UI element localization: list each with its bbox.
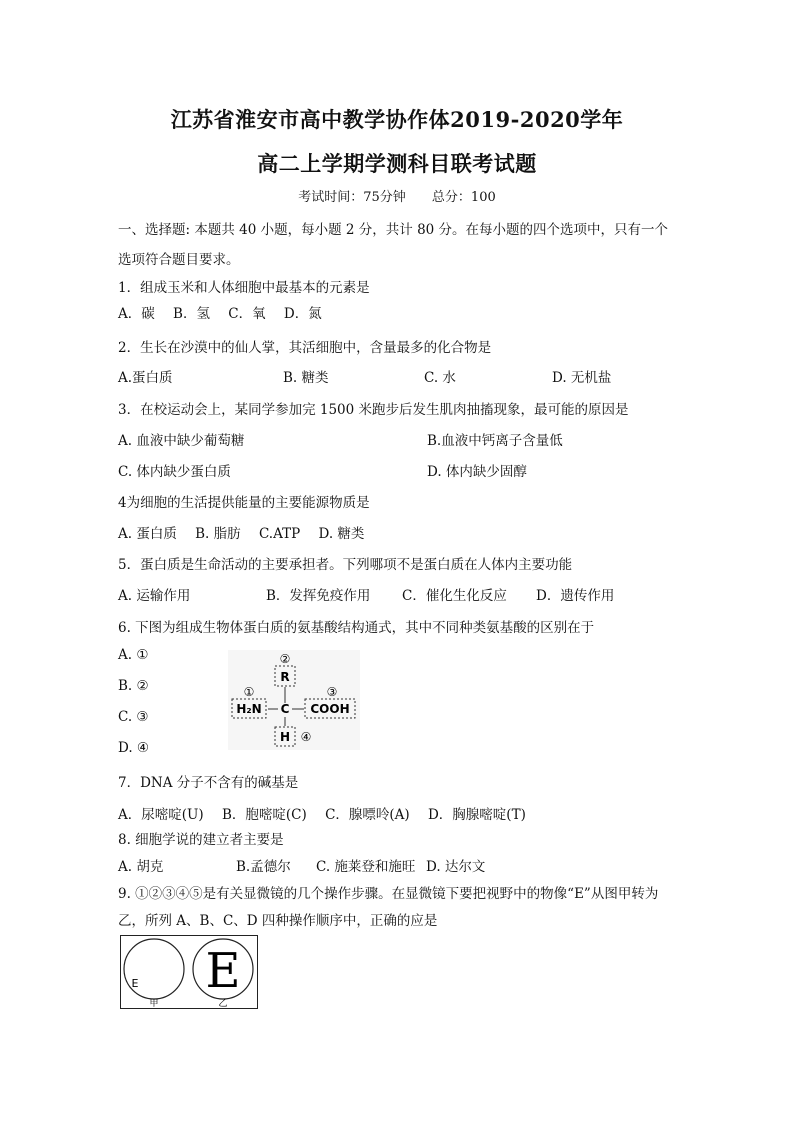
figure-background — [228, 650, 360, 750]
microscope-field-figure — [120, 935, 258, 1009]
question-4-stem: 4为细胞的生活提供能量的主要能源物质是 — [118, 495, 370, 511]
amino-group: H₂N — [236, 702, 262, 716]
section-intro-line1: 一、选择题: 本题共 40 小题，每小题 2 分，共计 80 分。在每小题的四个选项中，只有一个 — [118, 222, 669, 238]
q6-option-b: B. ② — [118, 678, 149, 694]
label-4: ④ — [300, 730, 312, 744]
label-1: ① — [243, 685, 255, 699]
q2-option-c: C. 水 — [424, 370, 456, 386]
label-3: ③ — [326, 685, 338, 699]
q4-option-a: A. 蛋白质 — [118, 526, 177, 542]
section-intro-line2: 选项符合题目要求。 — [118, 252, 240, 268]
q3-option-a: A. 血液中缺少葡萄糖 — [118, 433, 245, 449]
question-6-stem: 6. 下图为组成生物体蛋白质的氨基酸结构通式，其中不同种类氨基酸的区别在于 — [118, 620, 595, 636]
r-group: R — [280, 670, 290, 684]
q5-option-a: A. 运输作用 — [118, 588, 191, 604]
label-2: ② — [279, 652, 291, 666]
q2-option-d: D. 无机盐 — [552, 370, 612, 386]
q7-option-d: D．胸腺嘧啶(T) — [427, 807, 526, 823]
question-9-stem-line2: 乙，所列 A、B、C、D 四种操作顺序中，正确的应是 — [118, 913, 438, 929]
q6-option-d: D. ④ — [118, 740, 150, 756]
exam-meta — [0, 186, 794, 205]
exam-time: 考试时间：75分钟 — [298, 190, 406, 205]
question-9-stem-line1: 9. ①②③④⑤是有关显微镜的几个操作步骤。在显微镜下要把视野中的物像“E”从图甲转为 — [118, 886, 659, 902]
q5-option-d: D．遗传作用 — [536, 588, 615, 604]
q3-option-d: D. 体内缺少固醇 — [427, 464, 527, 480]
q1-option-d: D．氮 — [283, 306, 322, 322]
q6-option-c: C. ③ — [118, 709, 149, 725]
question-7-stem: 7．DNA 分子不含有的碱基是 — [118, 775, 299, 791]
q4-option-d: D. 糖类 — [318, 526, 365, 542]
exam-title-line1: 江苏省淮安市高中教学协作体2019-2020学年 — [170, 107, 624, 132]
q1-option-c: C．氧 — [228, 306, 266, 322]
q2-option-b: B. 糖类 — [283, 370, 329, 386]
q3-option-c: C. 体内缺少蛋白质 — [118, 464, 231, 480]
question-1-stem: 1．组成玉米和人体细胞中最基本的元素是 — [118, 280, 370, 296]
q8-option-c: C. 施莱登和施旺 — [316, 859, 416, 875]
q7-option-c: C．腺嘌呤(A) — [325, 807, 410, 823]
field-jia-small-e: E — [131, 977, 139, 990]
q2-option-a: A.蛋白质 — [118, 370, 173, 386]
question-2-stem: 2．生长在沙漠中的仙人掌，其活细胞中，含量最多的化合物是 — [118, 340, 492, 356]
q8-option-d: D. 达尔文 — [426, 859, 486, 875]
q5-option-c: C．催化生化反应 — [402, 588, 507, 604]
question-1-options — [118, 302, 322, 322]
question-5-stem: 5．蛋白质是生命活动的主要承担者。下列哪项不是蛋白质在人体内主要功能 — [118, 557, 573, 573]
q8-option-a: A. 胡克 — [118, 859, 164, 875]
carboxyl-group: COOH — [310, 702, 350, 716]
q3-option-b: B.血液中钙离子含量低 — [427, 433, 563, 449]
q7-option-b: B．胞嘧啶(C) — [221, 807, 307, 823]
amino-acid-structure-figure — [228, 650, 360, 750]
field-jia-caption: 甲 — [149, 999, 159, 1009]
q8-option-b: B.孟德尔 — [236, 859, 291, 875]
question-3-stem: 3．在校运动会上，某同学参加完 1500 米跑步后发生肌肉抽搐现象，最可能的原因是 — [118, 402, 629, 418]
question-4-options — [118, 522, 364, 542]
q5-option-b: B．发挥免疫作用 — [266, 588, 371, 604]
q1-option-b: B．氢 — [173, 306, 210, 322]
field-yi-big-e: E — [205, 943, 241, 999]
exam-title-line2: 高二上学期学测科目联考试题 — [257, 151, 537, 176]
question-7-options — [118, 803, 526, 823]
alpha-carbon: C — [280, 702, 290, 716]
q6-option-a: A. ① — [118, 647, 149, 663]
q4-option-c: C.ATP — [258, 526, 301, 542]
q1-option-a: A．碳 — [118, 306, 155, 322]
q7-option-a: A．尿嘧啶(U) — [118, 807, 204, 823]
q4-option-b: B. 脂肪 — [195, 526, 241, 542]
hydrogen: H — [279, 730, 291, 744]
question-8-stem: 8. 细胞学说的建立者主要是 — [118, 832, 284, 848]
exam-score: 总分：100 — [431, 190, 496, 205]
field-yi-caption: 乙 — [218, 999, 228, 1009]
